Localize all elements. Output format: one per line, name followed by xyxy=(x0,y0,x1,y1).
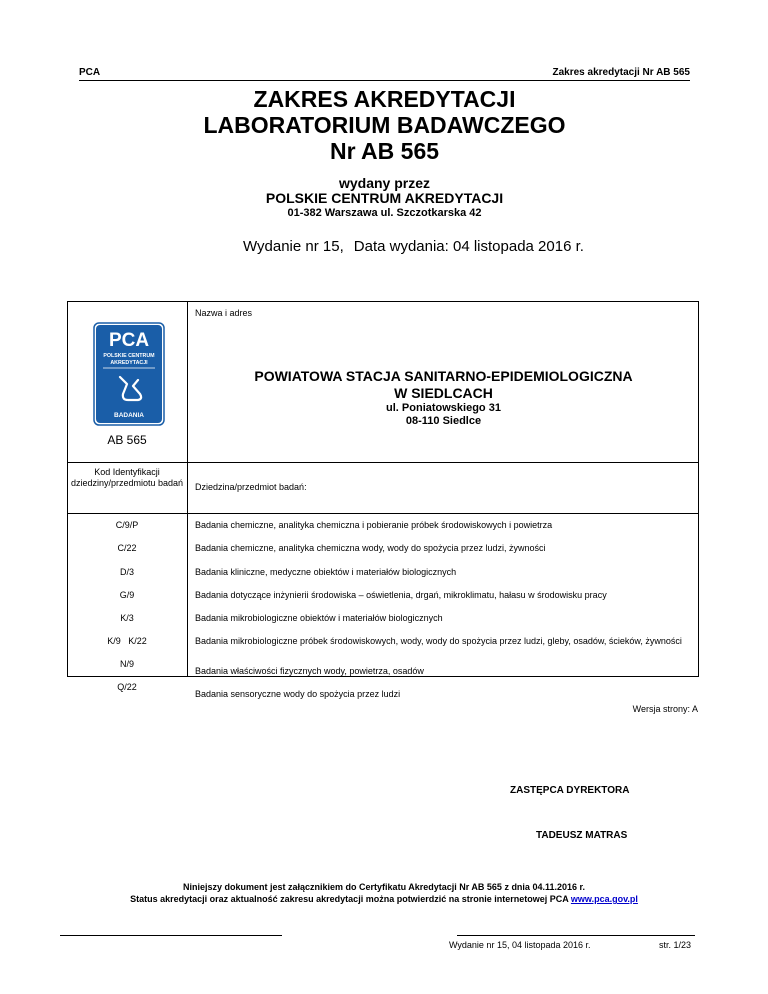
edition-date: Data wydania: 04 listopada 2016 r. xyxy=(353,238,584,255)
lab-street: ul. Poniatowskiego 31 xyxy=(386,402,501,414)
row-desc: Badania dotyczące inżynierii środowiska – oświetlenia, drgań, mikroklimatu, hałasu w środowisku pracy xyxy=(195,590,607,600)
page-title-line3: Nr AB 565 xyxy=(329,138,440,164)
header-left: PCA xyxy=(79,67,101,78)
row-desc: Badania sensoryczne wody do spożycia przez ludzi xyxy=(195,689,401,699)
row-desc: Badania chemiczne, analityka chemiczna wody, wody do spożycia przez ludzi, żywności xyxy=(195,543,546,553)
row-code: D/3 xyxy=(119,567,134,577)
field-column-header: Dziedzina/przedmiot badań: xyxy=(195,482,307,492)
header-right: Zakres akredytacji Nr AB 565 xyxy=(552,67,690,78)
lab-name-line1: POWIATOWA STACJA SANITARNO-EPIDEMIOLOGICZNA xyxy=(254,368,633,384)
row-code: K/3 xyxy=(120,613,134,623)
row-code: C/9/P xyxy=(115,520,139,530)
edition-number: Wydanie nr 15, xyxy=(243,238,344,255)
annex-note: Niniejszy dokument jest załącznikiem do Certyfikatu Akredytacji Nr AB 565 z dnia 04.11.2016 r. xyxy=(183,882,585,892)
row-code: G/9 xyxy=(119,590,135,600)
issuer-org: POLSKIE CENTRUM AKREDYTACJI xyxy=(265,190,504,206)
row-code: Q/22 xyxy=(117,682,137,692)
row-desc: Badania właściwości fizycznych wody, powietrza, osadów xyxy=(195,666,424,676)
table-column-divider xyxy=(187,301,188,677)
logo-brand: PCA xyxy=(108,330,150,351)
page-title-line2: LABORATORIUM BADAWCZEGO xyxy=(203,112,566,138)
issued-by: wydany przez xyxy=(338,175,431,191)
row-desc: Badania mikrobiologiczne próbek środowiskowych, wody, wody do spożycia przez ludzi, gleby, osadów, ścieków, żywności xyxy=(195,636,682,646)
table-row-divider xyxy=(67,513,699,514)
pca-website-link[interactable]: www.pca.gov.pl xyxy=(570,894,638,904)
page-version: Wersja strony: A xyxy=(632,704,698,714)
logo-label: BADANIA xyxy=(114,412,144,419)
lab-name xyxy=(188,368,699,402)
footer-divider-right xyxy=(457,935,695,936)
signatory-name: TADEUSZ MATRAS xyxy=(536,830,628,841)
lab-city: 08-110 Siedlce xyxy=(405,415,482,427)
signatory-role: ZASTĘPCA DYREKTORA xyxy=(510,785,630,796)
pca-badania-logo xyxy=(93,322,165,426)
header-divider xyxy=(79,80,690,81)
page-title-line1: ZAKRES AKREDYTACJI xyxy=(253,86,516,112)
edition-info xyxy=(243,238,584,255)
accreditation-code: AB 565 xyxy=(107,433,147,447)
code-column-header: Kod Identyfikacji dziedziny/przedmiotu badań xyxy=(70,467,184,488)
lab-name-line2: W SIEDLCACH xyxy=(394,385,493,401)
page-number: str. 1/23 xyxy=(658,940,691,950)
row-desc: Badania mikrobiologiczne obiektów i materiałów biologicznych xyxy=(195,613,443,623)
table-row-divider xyxy=(67,462,699,463)
row-desc: Badania chemiczne, analityka chemiczna i pobieranie próbek środowiskowych i powietrza xyxy=(195,520,553,530)
row-code: C/22 xyxy=(117,543,137,553)
issuer-address: 01-382 Warszawa ul. Szczotkarska 42 xyxy=(287,207,482,219)
status-note-text: Status akredytacji oraz aktualność zakresu akredytacji można potwierdzić na stronie internetowej PCA xyxy=(130,894,569,904)
name-address-label: Nazwa i adres xyxy=(195,308,253,318)
row-code: N/9 xyxy=(119,659,134,669)
row-code: K/9 K/22 xyxy=(107,636,147,646)
status-note xyxy=(60,894,708,904)
footer-edition: Wydanie nr 15, 04 listopada 2016 r. xyxy=(449,940,591,950)
lab-address xyxy=(188,402,699,428)
logo-line2: AKREDYTACJI xyxy=(110,360,148,366)
row-desc: Badania kliniczne, medyczne obiektów i materiałów biologicznych xyxy=(195,567,457,577)
logo-line1: POLSKIE CENTRUM xyxy=(103,353,155,359)
footer-divider-left xyxy=(60,935,282,936)
